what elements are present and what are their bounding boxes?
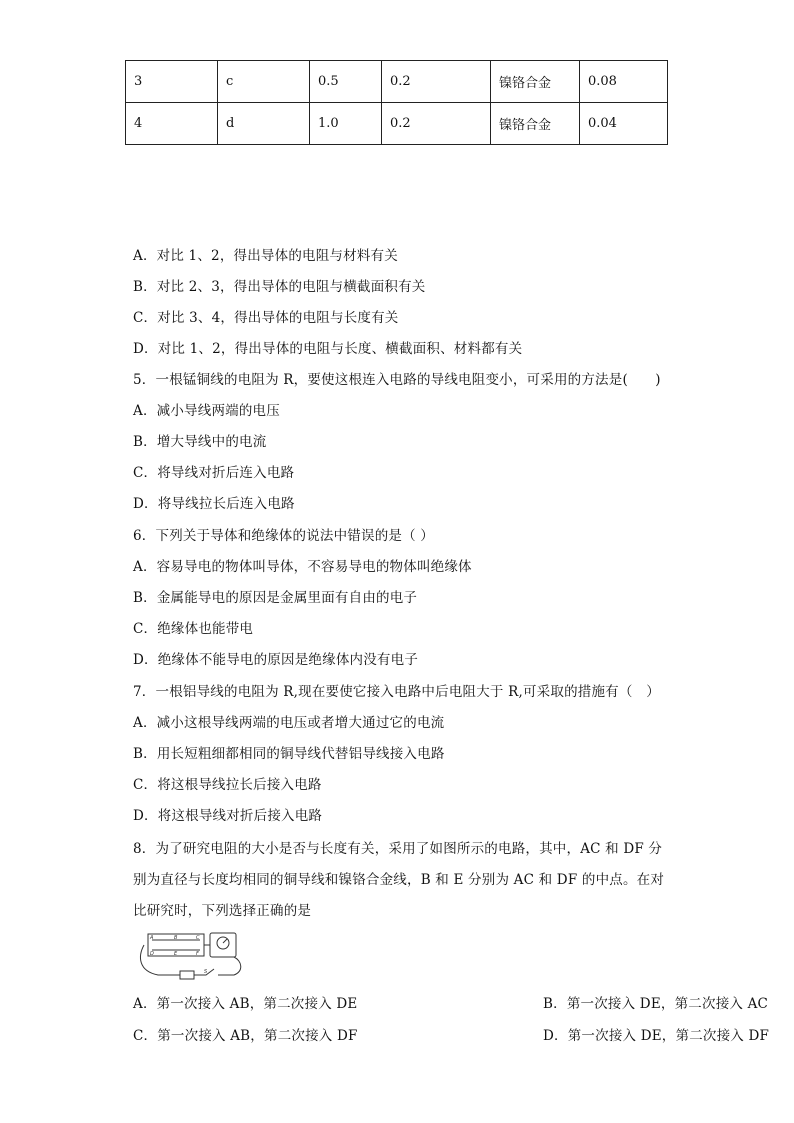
table-cell: 0.04: [580, 103, 668, 145]
lead-right: [218, 957, 241, 975]
table-cell: d: [218, 103, 310, 145]
q6-option-c: C．绝缘体也能带电: [133, 621, 254, 637]
q6-stem: 6．下列关于导体和绝缘体的说法中错误的是（ ）: [133, 528, 434, 544]
q8-option-b: B．第一次接入 DE，第二次接入 AC: [543, 996, 769, 1012]
q4-option-c: C．对比 3、4，得出导体的电阻与长度有关: [133, 310, 399, 326]
table-row: [126, 103, 668, 145]
table-cell: 4: [126, 103, 218, 145]
table-cell: 3: [126, 61, 218, 103]
q4-option-b: B．对比 2、3，得出导体的电阻与横截面积有关: [133, 279, 426, 295]
q7-option-d: D．将这根导线对折后接入电路: [133, 808, 323, 824]
q4-option-d: D．对比 1、2，得出导体的电阻与长度、横截面积、材料都有关: [133, 341, 523, 357]
table-cell: c: [218, 61, 310, 103]
q8-stem-line-1: 8．为了研究电阻的大小是否与长度有关，采用了如图所示的电路，其中，AC 和 DF 分: [133, 841, 663, 857]
label-f: F: [196, 951, 199, 957]
table-cell: 0.2: [382, 103, 491, 145]
q8-option-c: C．第一次接入 AB，第二次接入 DF: [133, 1028, 358, 1044]
q4-option-a: A．对比 1、2，得出导体的电阻与材料有关: [133, 248, 398, 264]
battery: [180, 971, 194, 979]
q7-option-a: A．减小这根导线两端的电压或者增大通过它的电流: [133, 715, 445, 731]
q8-option-d: D．第一次接入 DE，第二次接入 DF: [543, 1028, 770, 1044]
q8-stem-line-2: 别为直径与长度均相同的铜导线和镍铬合金线，B 和 E 分别为 AC 和 DF 的中点。在对: [133, 872, 665, 888]
q6-option-a: A．容易导电的物体叫导体，不容易导电的物体叫绝缘体: [133, 559, 472, 575]
table-cell: 镍铬合金: [491, 61, 580, 103]
table-cell: 1.0: [310, 103, 382, 145]
table-cell: 0.5: [310, 61, 382, 103]
circuit-figure: [138, 931, 254, 985]
q8-options-row-1: [133, 995, 769, 1013]
q5-stem: 5．一根锰铜线的电阻为 R，要使这根连入电路的导线电阻变小，可采用的方法是( ): [133, 372, 661, 388]
label-d: D: [150, 951, 154, 957]
label-a: A: [150, 935, 154, 941]
q6-option-b: B．金属能导电的原因是金属里面有自由的电子: [133, 590, 418, 606]
table-row: [126, 61, 668, 103]
q7-option-b: B．用长短粗细都相同的铜导线代替铝导线接入电路: [133, 746, 445, 762]
q7-stem: 7．一根铝导线的电阻为 R,现在要使它接入电路中后电阻大于 R,可采取的措施有（ ）: [133, 684, 660, 700]
q6-option-d: D．绝缘体不能导电的原因是绝缘体内没有电子: [133, 652, 419, 668]
q5-option-d: D．将导线拉长后连入电路: [133, 496, 295, 512]
label-s: S: [204, 969, 208, 975]
q7-option-c: C．将这根导线拉长后接入电路: [133, 777, 322, 793]
q5-option-b: B．增大导线中的电流: [133, 434, 267, 450]
table-cell: 0.08: [580, 61, 668, 103]
label-c: C: [196, 935, 200, 941]
q5-option-a: A．减小导线两端的电压: [133, 403, 280, 419]
table-cell: 0.2: [382, 61, 491, 103]
label-e: E: [174, 951, 178, 957]
q8-stem-line-3: 比研究时，下列选择正确的是: [133, 903, 312, 919]
resistance-table: [125, 60, 668, 145]
q8-options-row-2: [133, 1027, 770, 1045]
q5-option-c: C．将导线对折后连入电路: [133, 465, 295, 481]
q8-option-a: A．第一次接入 AB，第二次接入 DE: [133, 996, 358, 1012]
label-b: B: [174, 935, 178, 941]
table-cell: 镍铬合金: [491, 103, 580, 145]
